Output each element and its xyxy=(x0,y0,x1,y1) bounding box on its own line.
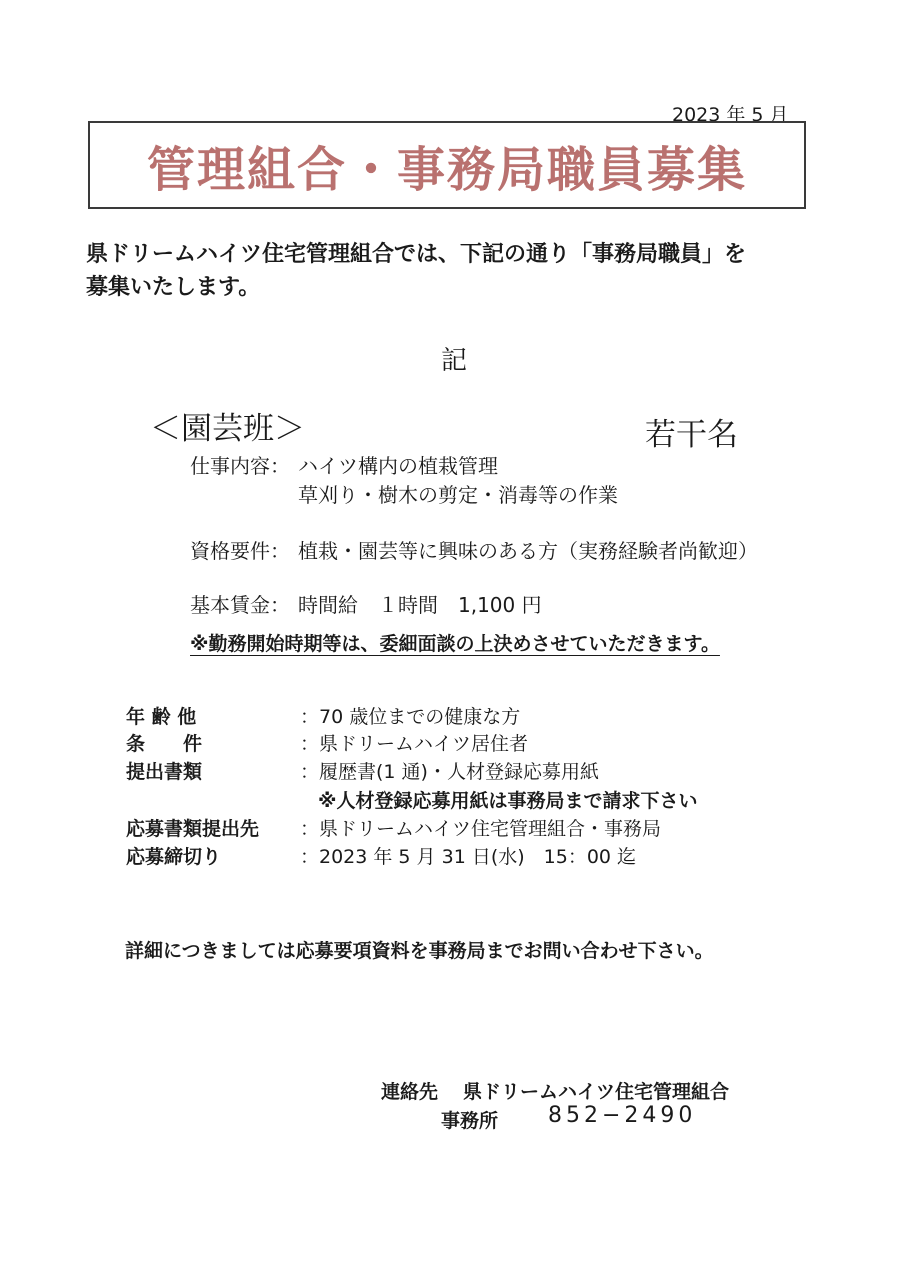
job-label: 仕事内容： xyxy=(190,454,290,478)
wage-value: 時間給 １時間 1,100 円 xyxy=(298,593,542,617)
issue-date: 2023 年 5 月 xyxy=(672,104,789,126)
condition-value: ：履歴書(1 通)・人材登録応募用紙 xyxy=(300,761,599,783)
ki-heading: 記 xyxy=(441,346,468,376)
condition-value: ：県ドリームハイツ住宅管理組合・事務局 xyxy=(300,818,662,840)
condition-label: 応募締切り xyxy=(126,846,222,868)
detail-inquiry-text: 詳細につきましては応募要項資料を事務局までお問い合わせ下さい。 xyxy=(125,940,714,962)
title-box xyxy=(88,121,806,209)
office-phone: 852−2490 xyxy=(548,1103,697,1128)
wage-label: 基本賃金： xyxy=(190,593,290,617)
condition-label: 条 件 xyxy=(126,733,203,755)
intro-line-2: 募集いたします。 xyxy=(86,275,261,300)
application-form-note: ※人材登録応募用紙は事務局まで請求下さい xyxy=(318,790,698,812)
condition-value: ：2023 年 5 月 31 日(水) 15：00 迄 xyxy=(300,846,637,868)
job-line-1: ハイツ構内の植栽管理 xyxy=(298,454,498,478)
qualification-label: 資格要件： xyxy=(190,539,290,563)
job-line-2: 草刈り・樹木の剪定・消毒等の作業 xyxy=(298,483,618,507)
condition-label: 応募書類提出先 xyxy=(126,818,260,840)
group-name: ＜園芸班＞ xyxy=(150,411,305,447)
contact-organization: 県ドリームハイツ住宅管理組合 xyxy=(463,1081,730,1103)
condition-label: 提出書類 xyxy=(126,761,203,783)
contact-label: 連絡先 xyxy=(381,1081,439,1103)
start-date-note: ※勤務開始時期等は、委細面談の上決めさせていただきます。 xyxy=(190,633,720,655)
condition-label: 年 齢 他 xyxy=(126,706,197,728)
condition-value: ：県ドリームハイツ居住者 xyxy=(300,733,529,755)
page-title: 管理組合・事務局職員募集 xyxy=(146,141,747,198)
office-label: 事務所 xyxy=(441,1110,499,1132)
hire-count: 若干名 xyxy=(645,417,738,453)
intro-text xyxy=(86,238,746,304)
condition-value: ：70 歳位までの健康な方 xyxy=(300,706,521,728)
qualification-value: 植栽・園芸等に興味のある方（実務経験者尚歓迎） xyxy=(298,539,758,563)
intro-line-1: 県ドリームハイツ住宅管理組合では、下記の通り「事務局職員」を xyxy=(86,242,747,267)
